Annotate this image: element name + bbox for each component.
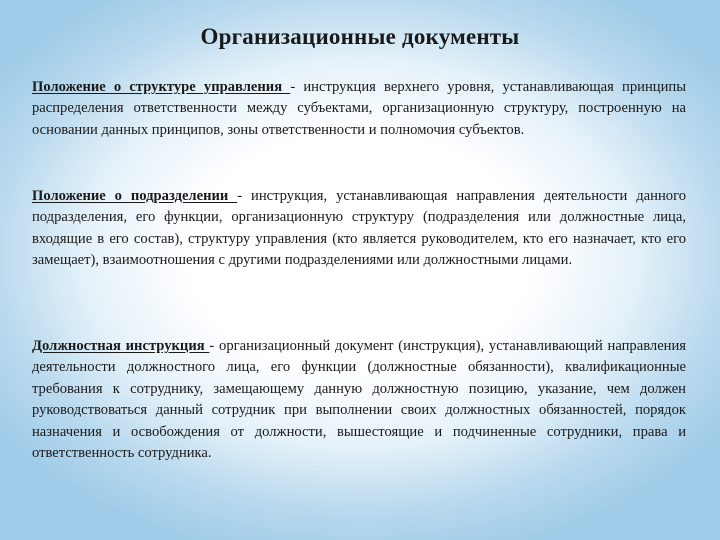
slide-title: Организационные документы [200, 24, 520, 49]
paragraph-structure-regulation [32, 77, 686, 141]
paragraph-department-regulation [32, 186, 686, 272]
term-structure-regulation: Положение о структуре управления [32, 79, 291, 95]
paragraph-job-description [32, 336, 686, 464]
definition-structure-regulation: - инструкция верхнего уровня, устанавливающая принципы распределения ответственности между субъектами, организационную структуру, построенную на основании данных принципов, зоны ответственности и полномочия субъектов. [32, 79, 686, 138]
definition-department-regulation: - инструкция, устанавливающая направления деятельности данного подразделения, его функции, организационную структуру (подразделения или должностные лица, входящие в его состав), структуру управления (кто является руководителем, кто его назначает, кто его замещает), взаимоотношения с другими подразделениями или должностными лицами. [32, 188, 686, 269]
definition-job-description: - организационный документ (инструкция), устанавливающий направления деятельности должностного лица, его функции (должностные обязанности), квалификационные требования к сотруднику, замещающему данную должностную позицию, указание, чем должен руководствоваться данный сотрудник при выполнении своих должностных обязанностей, порядок назначения и освобождения от должности, вышестоящие и подчиненные сотрудники, права и ответственность сотрудника. [32, 338, 686, 462]
term-department-regulation: Положение о подразделении [32, 188, 238, 204]
term-job-description: Должностная инструкция [32, 338, 210, 354]
